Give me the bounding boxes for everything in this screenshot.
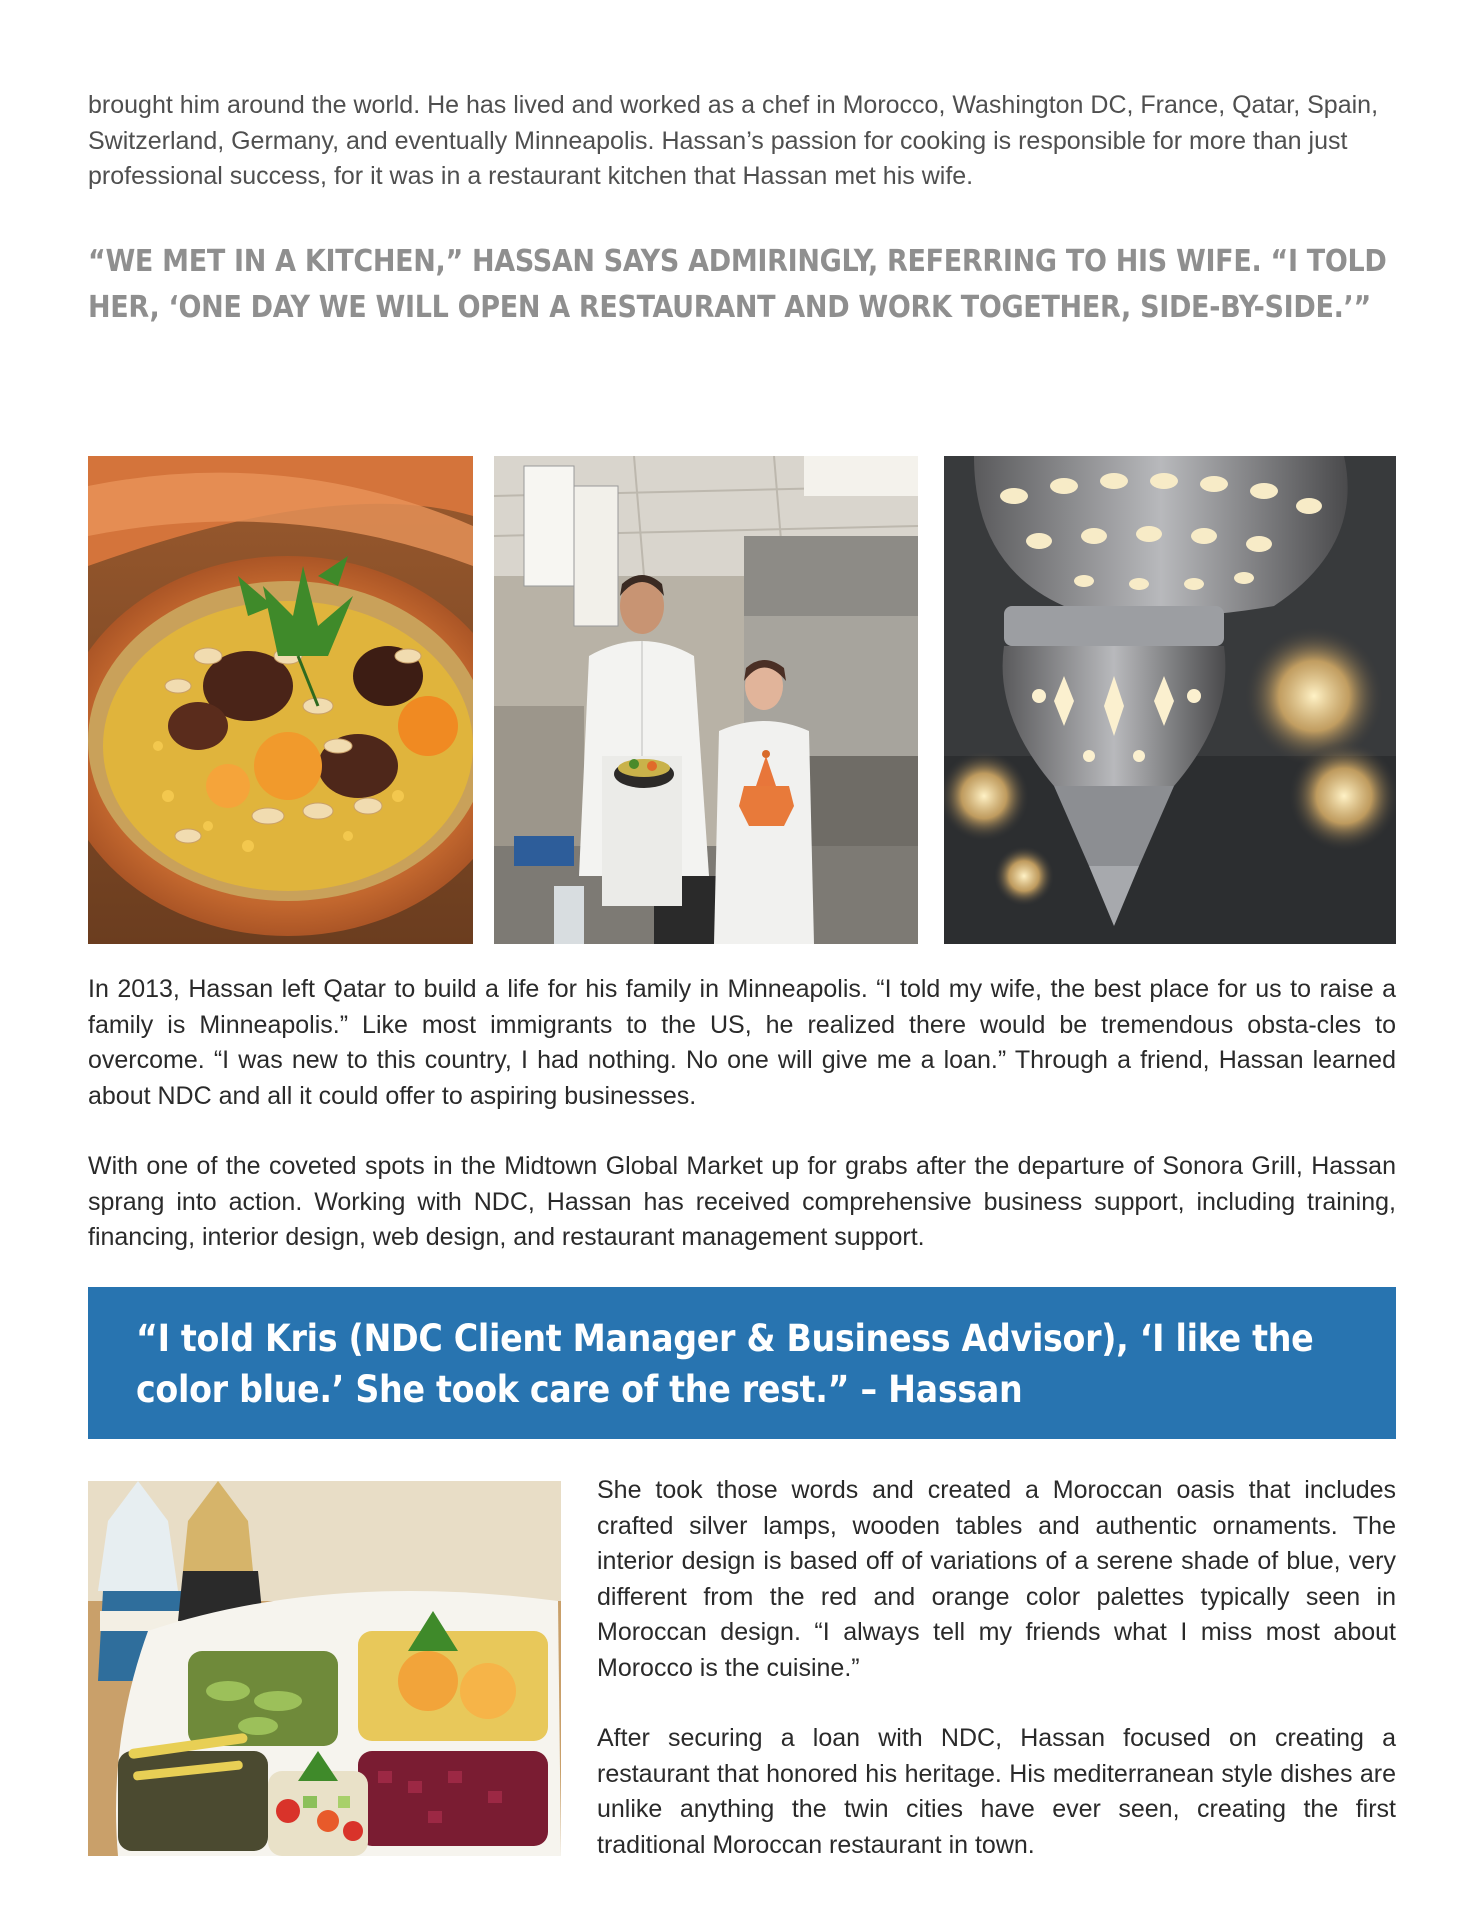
- tagine-dish-photo: [88, 456, 473, 944]
- right-text-column: [597, 1473, 1396, 1863]
- photo-row: [88, 456, 1396, 944]
- paragraph-market: With one of the coveted spots in the Midtown Global Market up for grabs after the departure of Sonora Grill, Hassan sprang into action. Working with NDC, Hassan has received comprehensive business support, including training, financing, interior design, web design, and restaurant management support.: [88, 1152, 1396, 1251]
- paragraph-2013: In 2013, Hassan left Qatar to build a life for his family in Minneapolis. “I told my wife, the best place for us to raise a family is Minneapolis.” Like most immigrants to the US, he realized there would be tremendous obsta-cles to overcome. “I was new to this country, I had nothing. No one will give me a loan.” Through a friend, Hassan learned about NDC and all it could offer to aspiring businesses.: [88, 975, 1396, 1110]
- blue-quote: “I told Kris (NDC Client Manager & Business Advisor), ‘I like the color blue.’ She took care of the rest.” – Hassan: [136, 1317, 1314, 1411]
- article-page: [88, 88, 1396, 1859]
- middle-text-block: [88, 972, 1396, 1256]
- intro-paragraph: brought him around the world. He has lived and worked as a chef in Morocco, Washington DC, France, Qatar, Spain, Switzerland, Germany, and eventually Minneapolis. Hassan’s passion for cooking is responsible for more than just professional success, for it was in a restaurant kitchen that Hassan met his wife.: [88, 91, 1379, 190]
- paragraph-loan: After securing a loan with NDC, Hassan focused on creating a restaurant that honored his heritage. His mediterranean style dishes are unlike anything the twin cities have ever seen, creating the first traditional Moroccan restaurant in town.: [597, 1724, 1396, 1859]
- chefs-kitchen-photo: [494, 456, 918, 944]
- silver-lamp-photo: [944, 456, 1396, 944]
- mezze-tray-photo: [88, 1481, 561, 1856]
- pull-quote: “WE MET IN A KITCHEN,” HASSAN SAYS ADMIRINGLY, REFERRING TO HIS WIFE. “I TOLD HER, ‘ONE DAY WE WILL OPEN A RESTAURANT AND WORK TOGETHER, SIDE-BY-SIDE.’”: [88, 243, 1387, 325]
- paragraph-oasis: She took those words and created a Moroccan oasis that includes crafted silver lamps, wooden tables and authentic ornaments. The interior design is based off of variations of a serene shade of blue, very different from the red and orange color palettes typically seen in Moroccan design. “I always tell my friends what I miss most about Morocco is the cuisine.”: [597, 1476, 1396, 1682]
- blue-quote-band: [88, 1287, 1396, 1439]
